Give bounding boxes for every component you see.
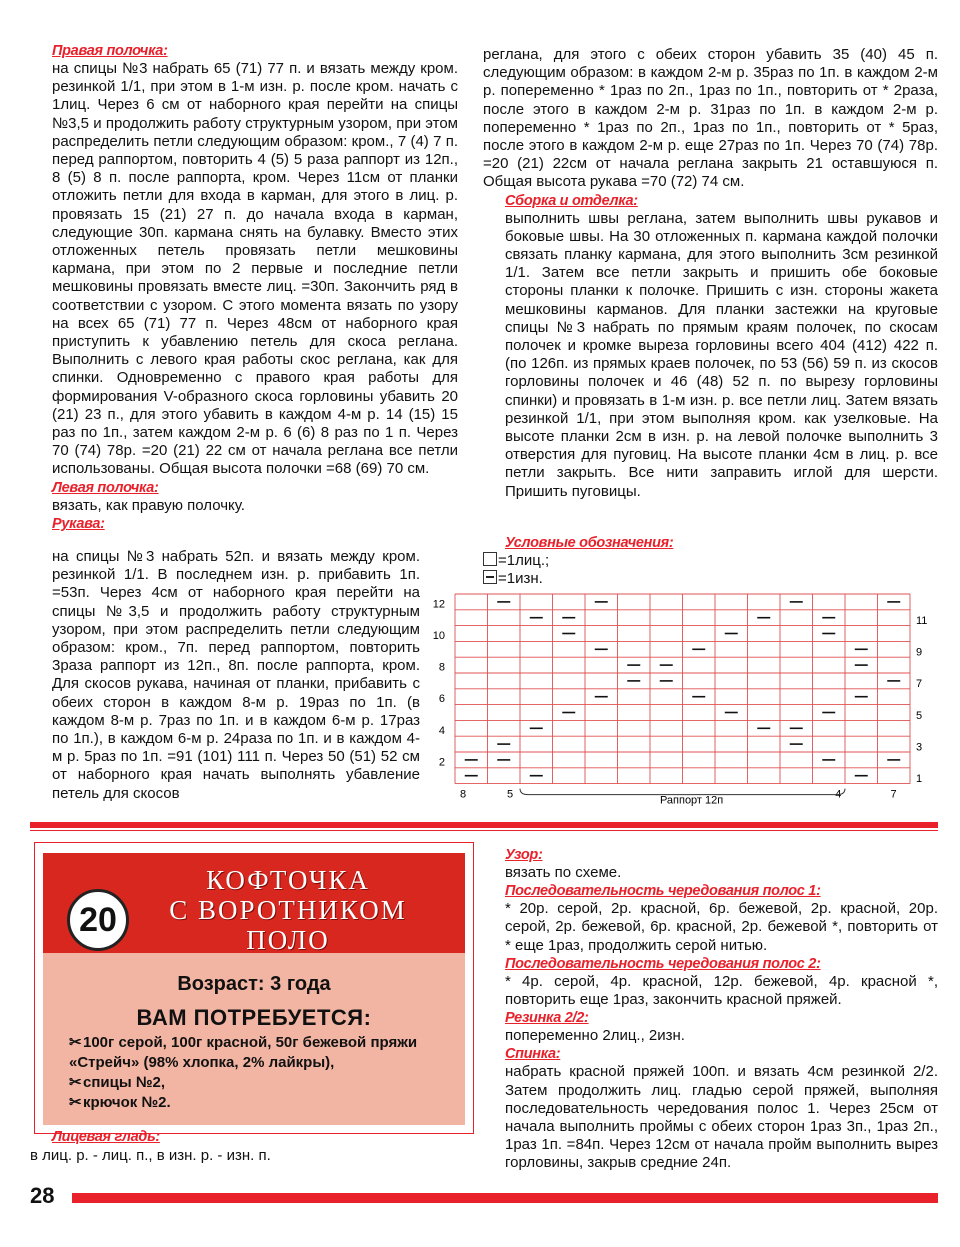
age-label: Возраст: 3 года bbox=[177, 973, 331, 995]
stripes2-heading: Последовательность чередования полос 2: bbox=[505, 955, 821, 972]
material-yarn bbox=[69, 1033, 459, 1073]
right-front-text: на спицы №3 набрать 65 (71) 77 п. и вязать между кром. резинкой 1/1, при этом в 1-м изн. р. после кром. начать с 1лиц. Через 6 см от наборного края перейти на спицы №3,5 и продолжить работу структурным узором, при этом распределить петли следующим образом: кром., 7 (4) 7 п. перед раппортом, повторить 4 (5) 5 раза раппорт из 12п., 8 (5) 8 п. после раппорта, кром. Через 11см от планки отложить петли для входа в карман, для этого в лиц. р. провязать 15 (21) 27 п. до начала входа в карман, следующие 30п. кармана снять на булавку. Вместо этих отложенных петель провязать петли мешковины кармана, при этом по 2 первые и последние петли мешковины провязать вместе лиц. =30п. Закончить ряд в соответствии с узором. С этого момента вязать по узору на всех 65 (71) 77 п. Через 48см от наборного края приступить к убавлению петель для скоса реглана. Выполнить с левого края работы скос реглана, как для спинки. Одновременно с правого края работы для формирования V-образного скоса горловины убавить 20 (21) 23 п., для этого убавить в каждом 4-м р. 14 (15) 15 раз по 1п., затем каждом 2-м р. 6 (6) 8 раз по 1 п. Через 70 (74) 78р. =20 (21) 22 см от начала реглана все петли использованы. Общая высота полочки =68 (69) 70 см. bbox=[52, 60, 458, 478]
left-front-heading: Левая полочка: bbox=[52, 479, 159, 496]
rib-text: попеременно 2лиц., 2изн. bbox=[505, 1027, 685, 1045]
project-number: 20 bbox=[67, 889, 129, 951]
stripes1-heading: Последовательность чередования полос 1: bbox=[505, 883, 821, 900]
repeat-label: Раппорт 12п bbox=[659, 794, 724, 807]
material-yarn-text: 100г серой, 100г красной, 50г бежевой пряжи «Стрейч» (98% хлопка, 2% лайкры), bbox=[69, 1034, 418, 1071]
back-text: набрать красной пряжей 100п. и вязать 4см резинкой 2/2. Затем продолжить лиц. гладью серой пряжей, выполняя последовательность чередования полос 1. Через 25см от начала выполнить проймы с обеих сторон 1раз 3п., 1раз 2п., 1раз 1п. =84п. Через 12см от начала пройм выполнить вырез горловины, закрыв средние 24п. bbox=[505, 1063, 938, 1172]
footer-bar bbox=[72, 1193, 938, 1203]
row-label-right: 9 bbox=[916, 646, 923, 659]
material-hook-text: крючок №2. bbox=[83, 1094, 171, 1111]
left-column-top bbox=[30, 42, 458, 533]
stripes2-text: * 4р. серой, 4р. красной, 12р. бежевой, 4р. красной *, повторить еще 1раз, закончить красной пряжей. bbox=[505, 972, 938, 1009]
right-front-heading: Правая полочка: bbox=[52, 43, 168, 59]
stockinette-heading: Лицевая гладь: bbox=[52, 1129, 160, 1145]
row-label-right: 11 bbox=[916, 615, 928, 628]
material-needles-text: спицы №2, bbox=[83, 1074, 166, 1091]
legend-purl-label: =1изн. bbox=[498, 570, 543, 587]
bottom-label: 5 bbox=[507, 788, 514, 801]
row-label-left: 4 bbox=[438, 724, 445, 737]
materials-list bbox=[69, 1033, 459, 1113]
sleeve-heading: Рукава: bbox=[52, 515, 105, 532]
legend bbox=[483, 534, 743, 588]
title-line-3: ПОЛО bbox=[246, 925, 330, 955]
row-label-left: 2 bbox=[438, 756, 445, 769]
right-column-top bbox=[483, 46, 938, 501]
title-banner bbox=[43, 853, 465, 953]
stripes1-text: * 20р. серой, 2р. красной, 6р. бежевой, 2р. красной, 20р. серой, 2р. бежевой, 6р. красной, 2р. бежевой *, повторить от * еще 1раз, продолжить серой нитью. bbox=[505, 900, 938, 954]
scissors-icon: ✂ bbox=[69, 1094, 82, 1111]
left-front-text: вязать, как правую полочку. bbox=[52, 496, 245, 514]
legend-purl bbox=[483, 570, 743, 588]
row-label-left: 12 bbox=[432, 598, 445, 611]
title-line-2: С ВОРОТНИКОМ bbox=[169, 895, 407, 925]
title-line-1: КОФТОЧКА bbox=[206, 865, 370, 895]
rib-heading: Резинка 2/2: bbox=[505, 1010, 589, 1027]
material-hook bbox=[69, 1093, 459, 1113]
legend-knit bbox=[483, 552, 743, 570]
project-title bbox=[143, 865, 433, 955]
project-panel bbox=[34, 842, 474, 1134]
bottom-label: 8 bbox=[460, 788, 467, 801]
assembly-heading: Сборка и отделка: bbox=[505, 192, 638, 209]
stockinette-section bbox=[30, 1128, 470, 1166]
row-label-right: 5 bbox=[916, 709, 923, 722]
knit-symbol-icon bbox=[483, 552, 497, 566]
sleeve-section bbox=[30, 548, 420, 803]
right-column-bottom bbox=[483, 846, 938, 1173]
row-label-right: 3 bbox=[916, 741, 923, 754]
row-label-right: 7 bbox=[916, 678, 923, 691]
legend-heading: Условные обозначения: bbox=[505, 535, 674, 551]
raglan-text: реглана, для этого с обеих сторон убавить 35 (40) 45 п. следующим образом: в каждом 2-м р. 35раз по 1п. в каждом 2-м р. попеременно * 1раз по 2п., 1раз по 1п., повторить от * 2раза, после этого в каждом 2-м р. 31раз по 1п. в каждом 2-м р. попеременно * 1раз по 2п., 1раз по 1п., повторить от * 5раз, после этого в каждом 2-м р. еще 27раз по 1п. Через 70 (74) 78р. =20 (21) 22см от начала реглана закрыть 21 оставшуюся п. Общая высота рукава =70 (72) 74 см. bbox=[483, 46, 938, 191]
scissors-icon: ✂ bbox=[69, 1034, 82, 1051]
row-label-left: 8 bbox=[438, 661, 445, 674]
back-heading: Спинка: bbox=[505, 1046, 561, 1063]
row-label-left: 10 bbox=[432, 630, 445, 643]
knitting-chart bbox=[424, 588, 938, 810]
bottom-label: 7 bbox=[890, 788, 897, 801]
pattern-text: вязать по схеме. bbox=[505, 864, 622, 881]
section-divider-thin bbox=[30, 830, 938, 831]
section-divider bbox=[30, 822, 938, 828]
materials-heading: ВАМ ПОТРЕБУЕТСЯ: bbox=[136, 1005, 372, 1030]
panel-background bbox=[43, 853, 465, 1125]
purl-symbol-icon bbox=[483, 570, 497, 584]
scissors-icon: ✂ bbox=[69, 1074, 82, 1091]
page-number: 28 bbox=[30, 1183, 55, 1208]
legend-knit-label: =1лиц.; bbox=[498, 552, 550, 569]
bottom-label: 4 bbox=[835, 788, 842, 801]
pattern-heading: Узор: bbox=[505, 847, 543, 863]
row-label-left: 6 bbox=[438, 693, 445, 706]
material-needles bbox=[69, 1073, 459, 1093]
stockinette-text: в лиц. р. - лиц. п., в изн. р. - изн. п. bbox=[30, 1147, 271, 1164]
sleeve-text: на спицы №3 набрать 52п. и вязать между кром. резинкой 1/1. В последнем изн. р. прибавить 1п. =53п. Через 4см от наборного края перейти на спицы №3,5 и продолжить работу структурным узором, при этом распределить петли следующим образом: кром., 7п. перед раппортом, повторить 3раза раппорт из 12п., 8п. после раппорта, кром. Для скосов рукава, начиная от планки, прибавить с обеих сторон в каждом 8-м р. 19раз по 1п. (в каждом 8-м р. 7раз по 1п. и в каждом 6-м р. 17раз по 1п.), в каждом 6-м р. 24раза по 1п. и в каждом 4-м р. 5раз по 1п. =91 (101) 111 п. Через 50 (51) 52 см от наборного края начать выполнять убавление петель для скосов bbox=[52, 548, 420, 802]
row-label-right: 1 bbox=[916, 773, 923, 786]
assembly-text: выполнить швы реглана, затем выполнить швы рукавов и боковые швы. На 30 отложенных п. кармана каждой полочки связать планку кармана, для этого выполнить 3см резинкой 1/1. Затем все петли закрыть и пришить обе боковые стороны планки к полочке. Пришить с изн. стороны жакета мешковины карманов. Для планки застежки на круговые спицы №3 набрать по прямым краям полочек, по скосам полочек и кромке выреза горловины всего 404 (412) 422 п. (по 126п. из прямых краев полочек, по 53 (56) 59 п. из скосов горловины полочек и 46 (48) 52 п. по вырезу горловины спинки) и провязать в 1-м изн. р. все петли лиц. Затем вязать резинкой 1/1, при этом выполняя кром. как узелковые. На высоте планки 2см в изн. р. на левой полочке выполнить 3 отверстия для пуговиц. На высоте планки 4см в лиц. р. все петли закрыть. Все нити заправить иглой для шерсти. Пришить пуговицы. bbox=[505, 209, 938, 500]
